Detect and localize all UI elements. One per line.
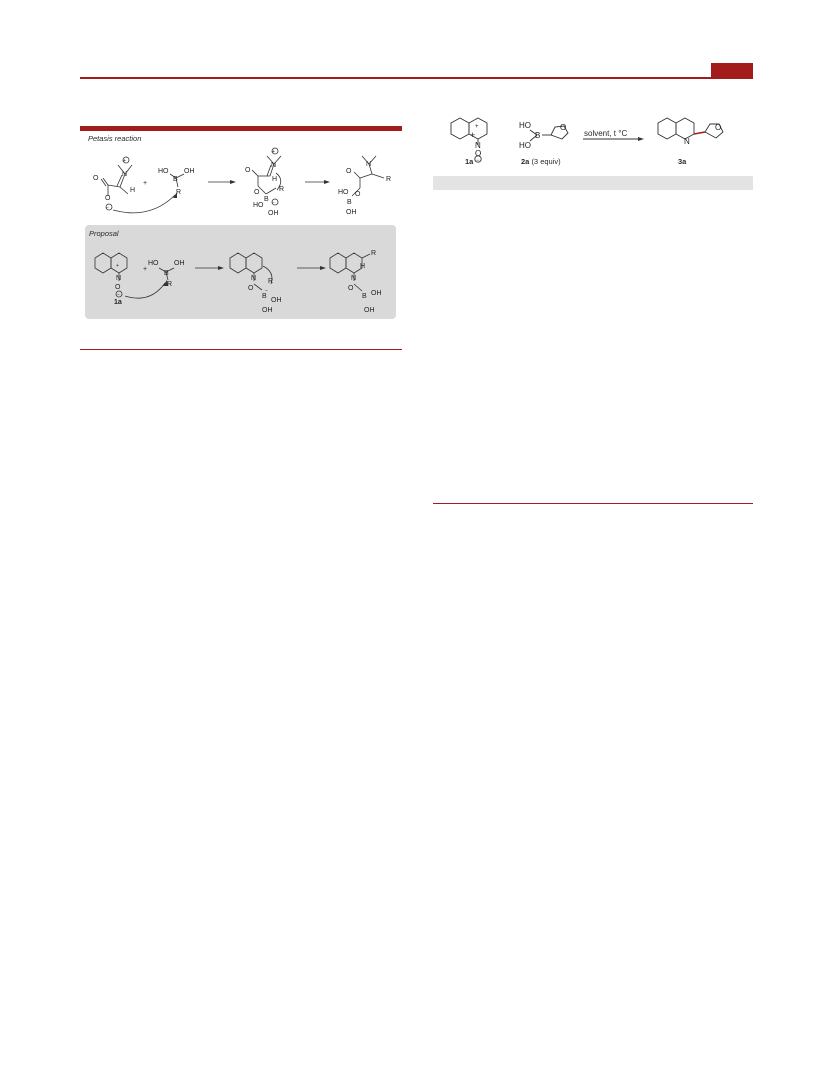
svg-text:B: B <box>264 196 269 203</box>
svg-text:OH: OH <box>346 209 357 216</box>
svg-text:B: B <box>362 293 367 300</box>
compound-2a-label: 2a <box>521 157 530 166</box>
svg-text:N: N <box>684 137 690 146</box>
svg-text:OH: OH <box>262 307 273 314</box>
product-3a-label: 3a <box>678 157 687 166</box>
header-page-tab <box>711 63 753 78</box>
svg-text:R: R <box>279 186 285 193</box>
svg-text:O: O <box>248 285 254 292</box>
compound-2a-caption <box>521 157 561 166</box>
svg-text:R: R <box>371 250 377 257</box>
petasis-scheme <box>80 140 402 225</box>
svg-text:O: O <box>715 123 722 132</box>
svg-text:+: + <box>475 124 479 130</box>
svg-text:HO: HO <box>253 202 264 209</box>
svg-text:O: O <box>560 123 567 132</box>
svg-text:HO: HO <box>519 141 531 150</box>
svg-text:N: N <box>366 161 372 168</box>
svg-text:N: N <box>351 275 357 282</box>
reaction-scheme <box>433 108 753 176</box>
table-bottom-rule <box>433 503 753 504</box>
svg-text:H: H <box>130 187 136 194</box>
svg-text:O: O <box>475 149 482 158</box>
svg-text:OH: OH <box>371 290 382 297</box>
svg-text:+: + <box>123 158 126 164</box>
petasis-reaction-label: Petasis reaction <box>88 134 142 143</box>
svg-text:B: B <box>164 270 169 277</box>
compound-1a-label: 1a <box>465 157 474 166</box>
header-rule <box>80 77 753 79</box>
svg-text:N: N <box>251 275 257 282</box>
svg-text:O: O <box>245 167 251 174</box>
proposal-label: Proposal <box>89 229 119 238</box>
svg-text:B: B <box>535 131 541 140</box>
left-figure-bottom-rule <box>80 349 402 350</box>
compound-1a-label: 1a <box>114 299 122 306</box>
svg-text:OH: OH <box>268 210 279 217</box>
svg-text:O: O <box>115 284 121 291</box>
svg-text:B: B <box>173 176 178 183</box>
svg-text:O: O <box>346 168 352 175</box>
reaction-conditions: solvent, t °C <box>584 129 628 138</box>
svg-text:OH: OH <box>174 260 185 267</box>
svg-text:−: − <box>117 292 120 298</box>
svg-text:R: R <box>167 281 173 288</box>
svg-text:HO: HO <box>148 260 159 267</box>
svg-text:O: O <box>254 189 260 196</box>
svg-text:+: + <box>143 266 148 273</box>
table-header-band <box>433 176 753 190</box>
compound-2a-equiv: (3 equiv) <box>531 157 561 166</box>
svg-text:+: + <box>143 180 148 187</box>
svg-text:−: − <box>265 288 268 294</box>
svg-text:O: O <box>355 191 361 198</box>
svg-text:−: − <box>272 200 275 206</box>
svg-text:N: N <box>116 275 122 282</box>
svg-text:HO: HO <box>519 121 531 130</box>
svg-text:−: − <box>106 205 109 211</box>
svg-text:−: − <box>476 158 480 164</box>
svg-text:+: + <box>116 263 119 269</box>
svg-text:+: + <box>272 149 275 155</box>
svg-text:N: N <box>475 141 481 150</box>
svg-text:OH: OH <box>271 297 282 304</box>
scheme-top-bar <box>80 126 402 131</box>
svg-text:B: B <box>262 293 267 300</box>
svg-text:O: O <box>348 285 354 292</box>
svg-text:HO: HO <box>158 168 169 175</box>
svg-text:HO: HO <box>338 189 349 196</box>
svg-text:O: O <box>93 175 99 182</box>
svg-text:R: R <box>386 176 392 183</box>
svg-text:N: N <box>122 171 128 178</box>
svg-text:R: R <box>176 189 182 196</box>
svg-text:OH: OH <box>364 307 375 314</box>
proposal-scheme <box>85 238 396 318</box>
svg-text:N: N <box>271 162 277 169</box>
svg-text:OH: OH <box>184 168 195 175</box>
plus-sign: + <box>470 130 476 140</box>
svg-text:B: B <box>347 199 352 206</box>
svg-text:O: O <box>105 195 111 202</box>
svg-text:R: R <box>268 278 274 285</box>
svg-text:H: H <box>360 263 366 270</box>
svg-text:H: H <box>272 176 278 183</box>
